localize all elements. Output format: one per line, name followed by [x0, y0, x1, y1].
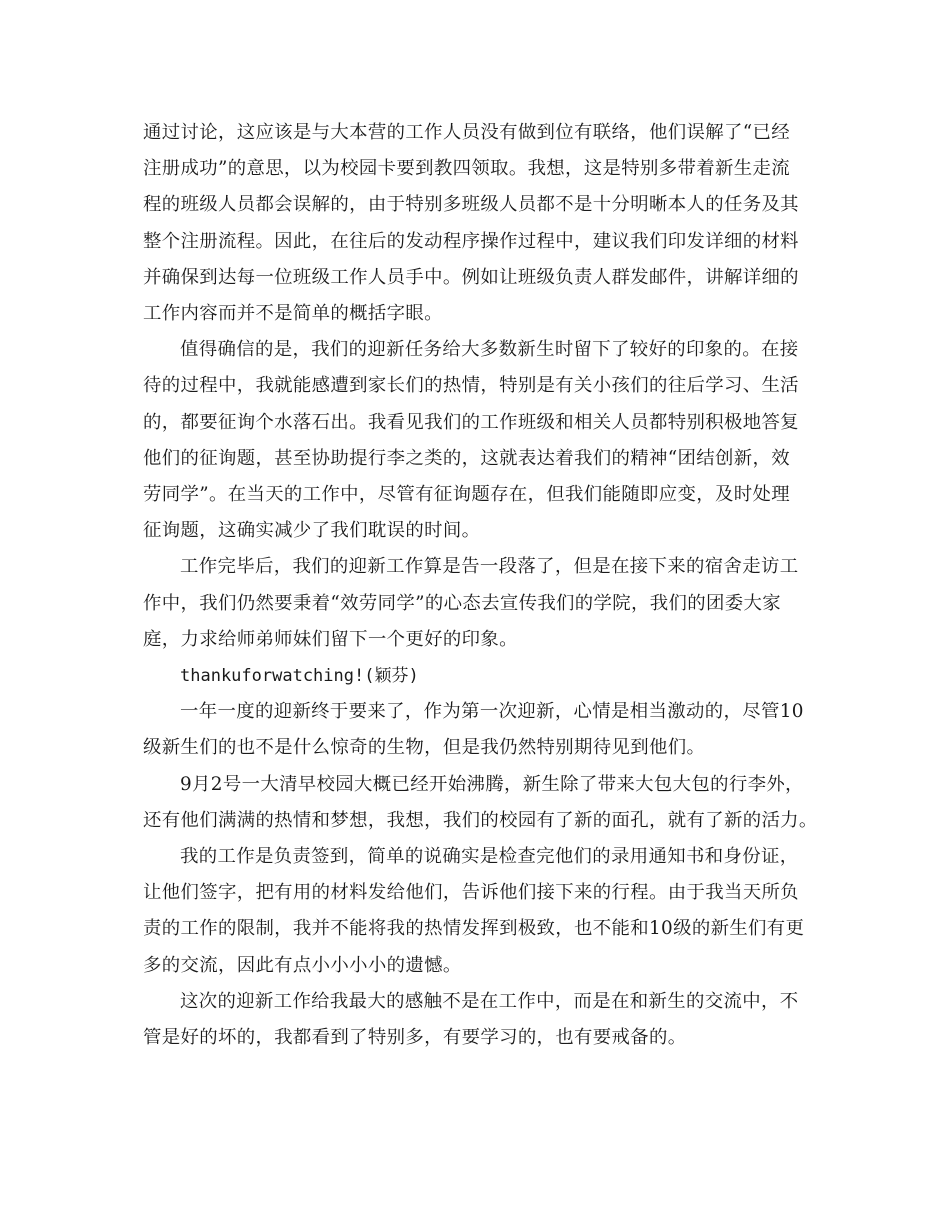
paragraph-4 [143, 658, 807, 694]
text-line: 整个注册流程。因此，在往后的发动程序操作过程中，建议我们印发详细的材料 [143, 230, 799, 252]
text-line: 征询题，这确实减少了我们耽误的时间。 [143, 520, 481, 542]
text-line: 庭，力求给师弟师妹们留下一个更好的印象。 [143, 628, 518, 650]
text-line: 一年一度的迎新终于要来了，作为第一次迎新，心情是相当激动的，尽管10 [180, 701, 804, 723]
text-line: 并确保到达每一位班级工作人员手中。例如让班级负责人群发邮件，讲解详细的 [143, 266, 799, 288]
text-line: 他们的征询题，甚至协助提行李之类的，这就表达着我们的精神“团结创新，效 [143, 447, 790, 469]
text-line: 这次的迎新工作给我最大的感触不是在工作中，而是在和新生的交流中，不 [180, 990, 799, 1012]
text-line: 9月2号一大清早校园大概已经开始沸腾，新生除了带来大包大包的行李外， [180, 773, 804, 795]
paragraph-1 [143, 115, 807, 332]
text-line: 工作完毕后，我们的迎新工作算是告一段落了，但是在接下来的宿舍走访工 [180, 556, 799, 578]
text-line: 我的工作是负责签到，简单的说确实是检查完他们的录用通知书和身份证， [180, 846, 799, 868]
paragraph-7 [143, 839, 807, 984]
text-line: 通过讨论，这应该是与大本营的工作人员没有做到位有联络，他们误解了“已经 [143, 122, 790, 143]
document-body [143, 115, 818, 1056]
text-line: 多的交流，因此有点小小小小的遗憾。 [143, 954, 462, 976]
paragraph-3 [143, 549, 807, 658]
paragraph-5 [143, 694, 807, 766]
text-line: thankuforwatching!(颖芬) [180, 666, 419, 687]
text-line: 让他们签字，把有用的材料发给他们，告诉他们接下来的行程。由于我当天所负 [143, 882, 799, 904]
text-line: 级新生们的也不是什么惊奇的生物，但是我仍然特别期待见到他们。 [143, 737, 706, 759]
text-line: 程的班级人员都会误解的，由于特别多班级人员都不是十分明晰本人的任务及其 [143, 194, 799, 216]
text-line: 还有他们满满的热情和梦想，我想，我们的校园有了新的面孔，就有了新的活力。 [143, 809, 818, 831]
paragraph-2 [143, 332, 807, 549]
paragraph-6 [143, 767, 818, 839]
text-line: 值得确信的是，我们的迎新任务给大多数新生时留下了较好的印象的。在接 [180, 339, 799, 361]
text-line: 责的工作的限制，我并不能将我的热情发挥到极致，也不能和10级的新生们有更 [143, 918, 805, 940]
text-line: 待的过程中，我就能感遭到家长们的热情，特别是有关小孩们的往后学习、生活 [143, 375, 799, 397]
text-line: 工作内容而并不是简单的概括字眼。 [143, 303, 443, 325]
text-line: 管是好的坏的，我都看到了特别多，有要学习的，也有要戒备的。 [143, 1027, 687, 1049]
text-line: 劳同学”。在当天的工作中，尽管有征询题存在，但我们能随即应变，及时处理 [143, 484, 790, 506]
text-line: 注册成功”的意思，以为校园卡要到教四领取。我想，这是特别多带着新生走流 [143, 158, 790, 180]
paragraph-8 [143, 984, 807, 1056]
text-line: 的，都要征询个水落石出。我看见我们的工作班级和相关人员都特别积极地答复 [143, 411, 799, 433]
text-line: 作中，我们仍然要秉着“效劳同学”的心态去宣传我们的学院，我们的团委大家 [143, 592, 781, 614]
